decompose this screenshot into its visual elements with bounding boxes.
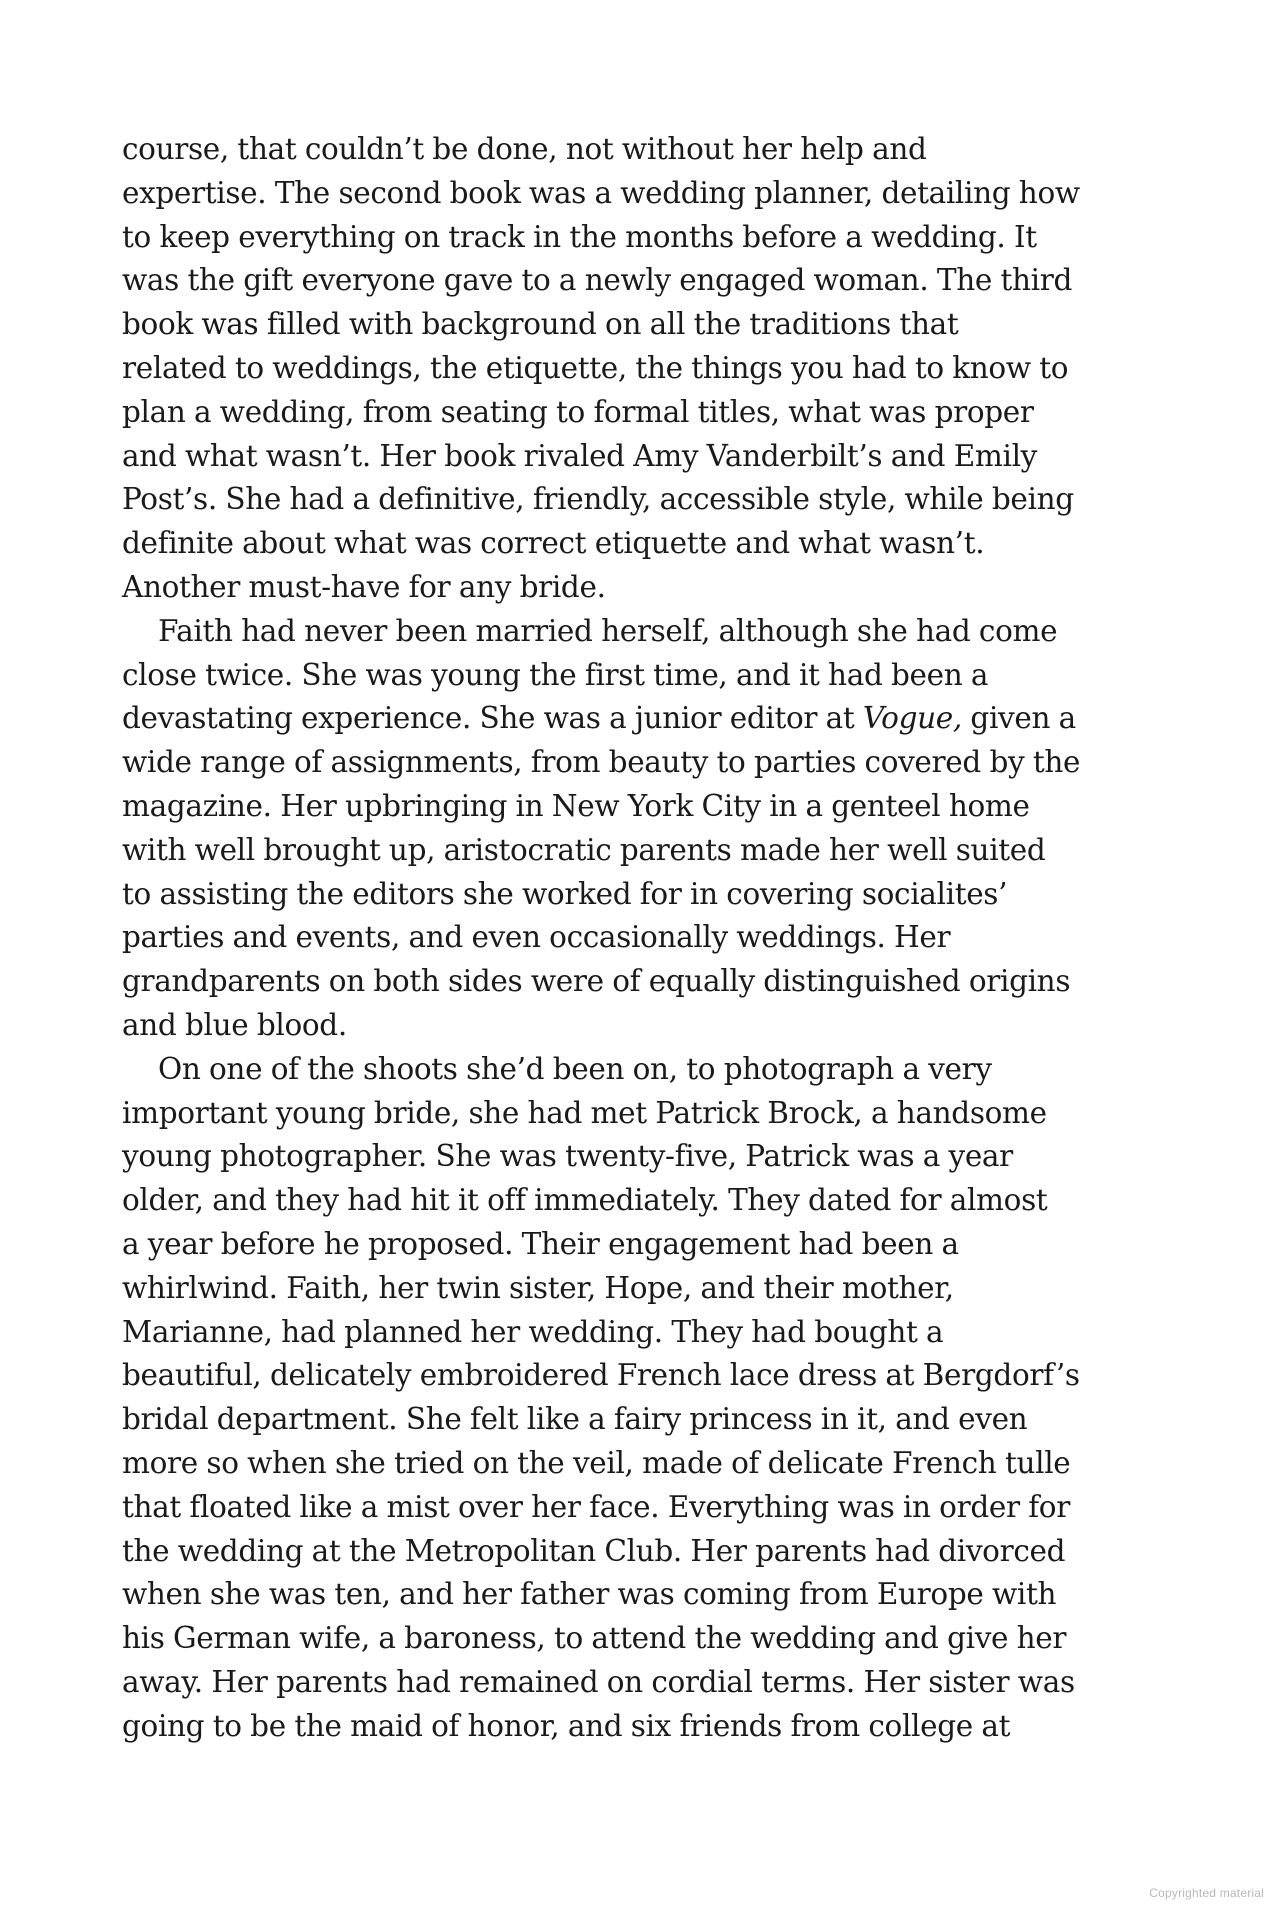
text-line: was the gift everyone gave to a newly engaged woman. The third <box>122 263 1073 298</box>
text-line: when she was ten, and her father was coming from Europe with <box>122 1577 1057 1612</box>
text-line: whirlwind. Faith, her twin sister, Hope, and their mother, <box>122 1270 954 1305</box>
text-line: Faith had never been married herself, although she had come <box>158 613 1058 648</box>
text-segment: devastating experience. She was a junior editor at <box>122 701 863 736</box>
text-line: to keep everything on track in the months before a wedding. It <box>122 219 1037 254</box>
text-line: expertise. The second book was a wedding planner, detailing how <box>122 175 1080 210</box>
text-line: course, that couldn’t be done, not without her help and <box>122 132 927 166</box>
text-line: On one of the shoots she’d been on, to photograph a very <box>158 1051 992 1086</box>
text-line-with-italic <box>122 697 1170 741</box>
text-line: important young bride, she had met Patrick Brock, a handsome <box>122 1095 1047 1130</box>
text-line: away. Her parents had remained on cordial terms. Her sister was <box>122 1664 1075 1699</box>
text-line: grandparents on both sides were of equally distinguished origins <box>122 964 1071 999</box>
copyright-watermark: Copyrighted material <box>1149 1886 1264 1900</box>
text-line: going to be the maid of honor, and six friends from college at <box>122 1708 1011 1743</box>
text-line: close twice. She was young the first time, and it had been a <box>122 657 989 692</box>
italic-title: Vogue, <box>862 701 962 736</box>
text-line: the wedding at the Metropolitan Club. Her parents had divorced <box>122 1533 1066 1568</box>
text-line: with well brought up, aristocratic parents made her well suited <box>122 832 1046 867</box>
text-line: Marianne, had planned her wedding. They had bought a <box>122 1314 944 1349</box>
text-line: young photographer. She was twenty-five, Patrick was a year <box>122 1139 1013 1174</box>
text-line: to assisting the editors she worked for in covering socialites’ <box>122 876 1008 911</box>
text-line: and what wasn’t. Her book rivaled Amy Vanderbilt’s and Emily <box>122 438 1037 473</box>
text-line: related to weddings, the etiquette, the things you had to know to <box>122 350 1069 385</box>
text-line: his German wife, a baroness, to attend the wedding and give her <box>122 1621 1067 1656</box>
text-line: book was filled with background on all the traditions that <box>122 307 959 342</box>
text-line: bridal department. She felt like a fairy princess in it, and even <box>122 1402 1028 1437</box>
text-line: parties and events, and even occasionally weddings. Her <box>122 920 951 955</box>
text-segment: given a <box>961 701 1076 736</box>
text-line: more so when she tried on the veil, made of delicate French tulle <box>122 1445 1071 1480</box>
text-line: and blue blood. <box>122 1007 347 1042</box>
body-text <box>122 128 1170 1748</box>
text-line: Another must-have for any bride. <box>122 569 606 604</box>
text-line: Post’s. She had a definitive, friendly, accessible style, while being <box>122 482 1074 517</box>
text-line: magazine. Her upbringing in New York City in a genteel home <box>122 788 1030 823</box>
text-line: that floated like a mist over her face. Everything was in order for <box>122 1489 1070 1524</box>
text-line: definite about what was correct etiquette and what wasn’t. <box>122 526 985 561</box>
text-line: wide range of assignments, from beauty to parties covered by the <box>122 745 1081 780</box>
text-line: older, and they had hit it off immediately. They dated for almost <box>122 1183 1048 1218</box>
text-line: plan a wedding, from seating to formal titles, what was proper <box>122 394 1034 429</box>
text-line: beautiful, delicately embroidered French lace dress at Bergdorf’s <box>122 1358 1080 1393</box>
text-line: a year before he proposed. Their engagement had been a <box>122 1226 959 1261</box>
